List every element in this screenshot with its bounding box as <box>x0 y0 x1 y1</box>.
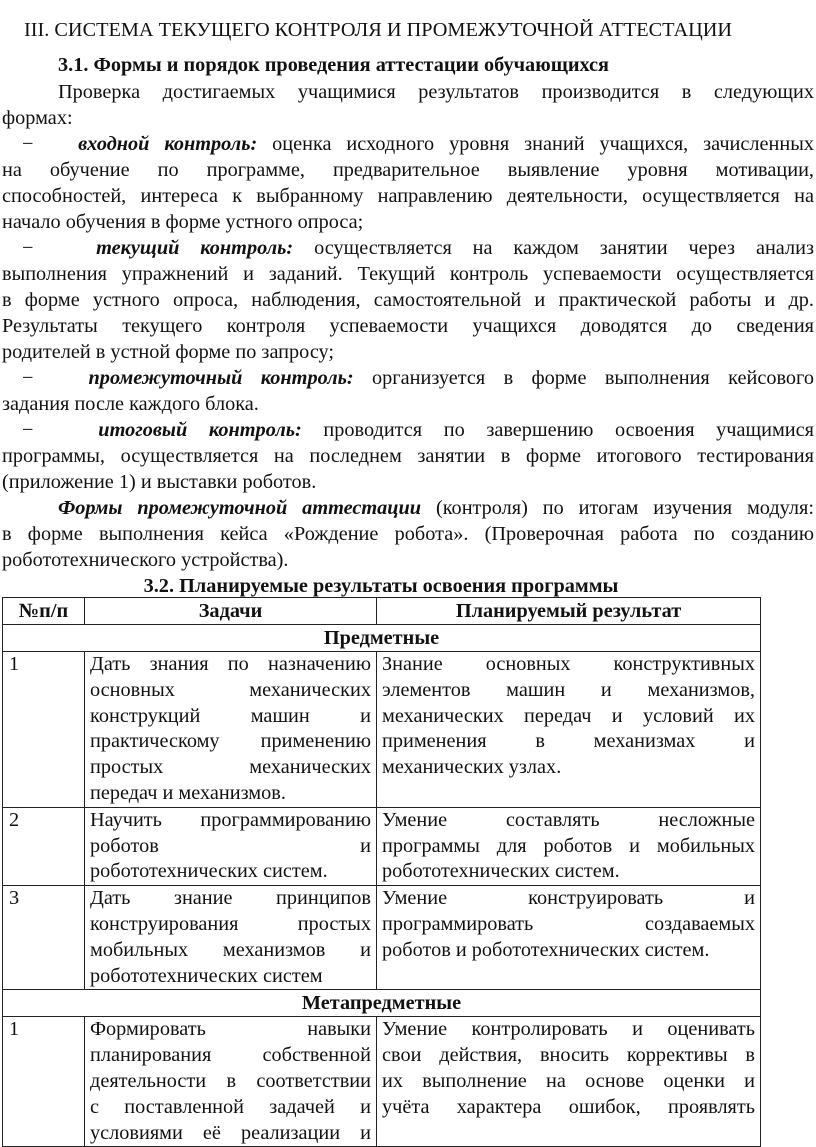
result-line: программы для роботов и мобильных <box>382 834 755 857</box>
attestation-paragraph <box>58 495 814 521</box>
list-text: осуществляется на каждом занятии через анализ <box>293 237 814 259</box>
section-heading: III. СИСТЕМА ТЕКУЩЕГО КОНТРОЛЯ И ПРОМЕЖУТОЧНОЙ АТТЕСТАЦИИ <box>24 19 733 41</box>
result-cell <box>377 652 761 808</box>
task-line: Дать знания по назначению <box>90 653 371 675</box>
list-text-line: начало обучения в форме устного опроса; <box>2 211 364 233</box>
task-line: Дать знание принципов <box>90 887 371 910</box>
task-line: Формировать навыки <box>90 1018 371 1041</box>
list-dash: − <box>22 419 34 441</box>
table-group-row <box>3 990 761 1017</box>
planned-results-table <box>2 597 761 1147</box>
result-line: Знание основных конструктивных <box>382 653 755 675</box>
table-group-row <box>3 625 761 652</box>
list-term: итоговый контроль: <box>98 419 302 441</box>
result-cell <box>377 886 761 990</box>
list-term: входной контроль: <box>78 133 258 155</box>
intro-line-2: формах: <box>2 107 73 129</box>
list-text-line: в форме устного опроса, наблюдения, самостоятельной и практической работы и др. <box>2 289 814 311</box>
attestation-text-line: в форме выполнения кейса «Рождение робота». (Проверочная работа по созданию <box>2 523 814 545</box>
list-item-final-control <box>22 417 814 443</box>
result-cell <box>377 1017 761 1147</box>
task-line: деятельности в соответствии <box>90 1069 371 1092</box>
result-line: Умение конструировать и <box>382 887 755 910</box>
result-line: Умение составлять несложные <box>382 808 755 831</box>
list-text-line: Результаты текущего контроля успеваемости учащихся доводятся до сведения <box>2 315 814 337</box>
task-line: конструирования простых <box>90 912 371 935</box>
list-text-line: на обучение по программе, предварительное выявление уровня мотивации, <box>2 159 814 181</box>
column-header-result: Планируемый результат <box>377 598 761 625</box>
subsection-title-3-1: 3.1. Формы и порядок проведения аттестации обучающихся <box>58 54 610 76</box>
task-line: робототехнических систем. <box>90 860 328 883</box>
list-dash: − <box>22 367 34 389</box>
list-item-intermediate-control <box>22 365 814 391</box>
list-text: организуется в форме выполнения кейсового <box>353 367 814 389</box>
result-line: роботов и робототехнических систем. <box>382 938 710 961</box>
table-row <box>3 652 761 808</box>
result-cell <box>377 807 761 885</box>
task-line: планирования собственной <box>90 1044 371 1067</box>
list-term: промежуточный контроль: <box>88 367 354 389</box>
task-line: условиями её реализации и <box>90 1121 371 1144</box>
attestation-text-line: робототехнического устройства). <box>2 549 289 571</box>
list-item-entry-control <box>22 131 814 157</box>
result-line: учёта характера ошибок, проявлять <box>382 1095 755 1118</box>
task-line: с поставленной задачей и <box>90 1095 371 1118</box>
group-metasubject-results: Метапредметные <box>3 990 761 1017</box>
list-text-line: выполнения упражнений и заданий. Текущий контроль успеваемости осуществляется <box>2 263 814 285</box>
row-number: 1 <box>3 652 85 808</box>
result-line: применения в механизмах и <box>382 730 755 753</box>
result-line: Умение контролировать и оценивать <box>382 1018 755 1041</box>
table-row <box>3 807 761 885</box>
list-term: текущий контроль: <box>96 237 294 259</box>
list-text-line: способностей, интереса к выбранному направлению деятельности, осуществляется на <box>2 185 814 207</box>
task-cell <box>85 886 377 990</box>
list-item-current-control <box>22 235 814 261</box>
task-line: простых механических <box>90 756 371 779</box>
result-line: программировать создаваемых <box>382 912 755 935</box>
list-dash: − <box>22 237 34 259</box>
result-line: механических узлах. <box>382 756 562 779</box>
list-text-line: родителей в устной форме по запросу; <box>2 341 335 363</box>
column-header-tasks: Задачи <box>85 598 377 625</box>
list-dash: − <box>22 133 34 155</box>
task-line: практическому применению <box>90 730 371 753</box>
task-cell <box>85 652 377 808</box>
list-text-line: программы, осуществляется на последнем занятии в форме итогового тестирования <box>2 445 814 467</box>
result-line: элементов машин и механизмов, <box>382 678 755 701</box>
task-line: передач и механизмов. <box>90 781 286 804</box>
task-line: мобильных механизмов и <box>90 938 371 961</box>
task-cell <box>85 807 377 885</box>
table-row <box>3 886 761 990</box>
list-text: проводится по завершению освоения учащимися <box>301 419 814 441</box>
task-line: конструкций машин и <box>90 704 371 727</box>
task-line: робототехнических систем <box>90 964 323 987</box>
result-line: робототехнических систем. <box>382 860 620 883</box>
task-line: роботов и <box>90 834 371 857</box>
result-line: механических передач и условий их <box>382 704 755 727</box>
row-number: 1 <box>3 1017 85 1147</box>
table-header-row <box>3 598 761 625</box>
group-subject-results: Предметные <box>3 625 761 652</box>
result-line: свои действия, вносить коррективы в <box>382 1044 755 1067</box>
intro-line-1: Проверка достигаемых учащимися результатов производится в следующих <box>58 81 814 103</box>
task-line: основных механических <box>90 678 371 701</box>
list-text-line: задания после каждого блока. <box>2 393 259 415</box>
result-line: их выполнение на основе оценки и <box>382 1069 755 1092</box>
list-text: оценка исходного уровня знаний учащихся, зачисленных <box>257 133 814 155</box>
table-row <box>3 1017 761 1147</box>
subsection-title-3-2: 3.2. Планируемые результаты освоения программы <box>143 575 619 597</box>
row-number: 2 <box>3 807 85 885</box>
attestation-text: (контроля) по итогам изучения модуля: <box>421 497 814 519</box>
task-cell <box>85 1017 377 1147</box>
task-line: Научить программированию <box>90 808 371 831</box>
column-header-number: №п/п <box>3 598 85 625</box>
list-text-line: (приложение 1) и выставки роботов. <box>2 471 317 493</box>
attestation-term: Формы промежуточной аттестации <box>58 497 422 519</box>
row-number: 3 <box>3 886 85 990</box>
